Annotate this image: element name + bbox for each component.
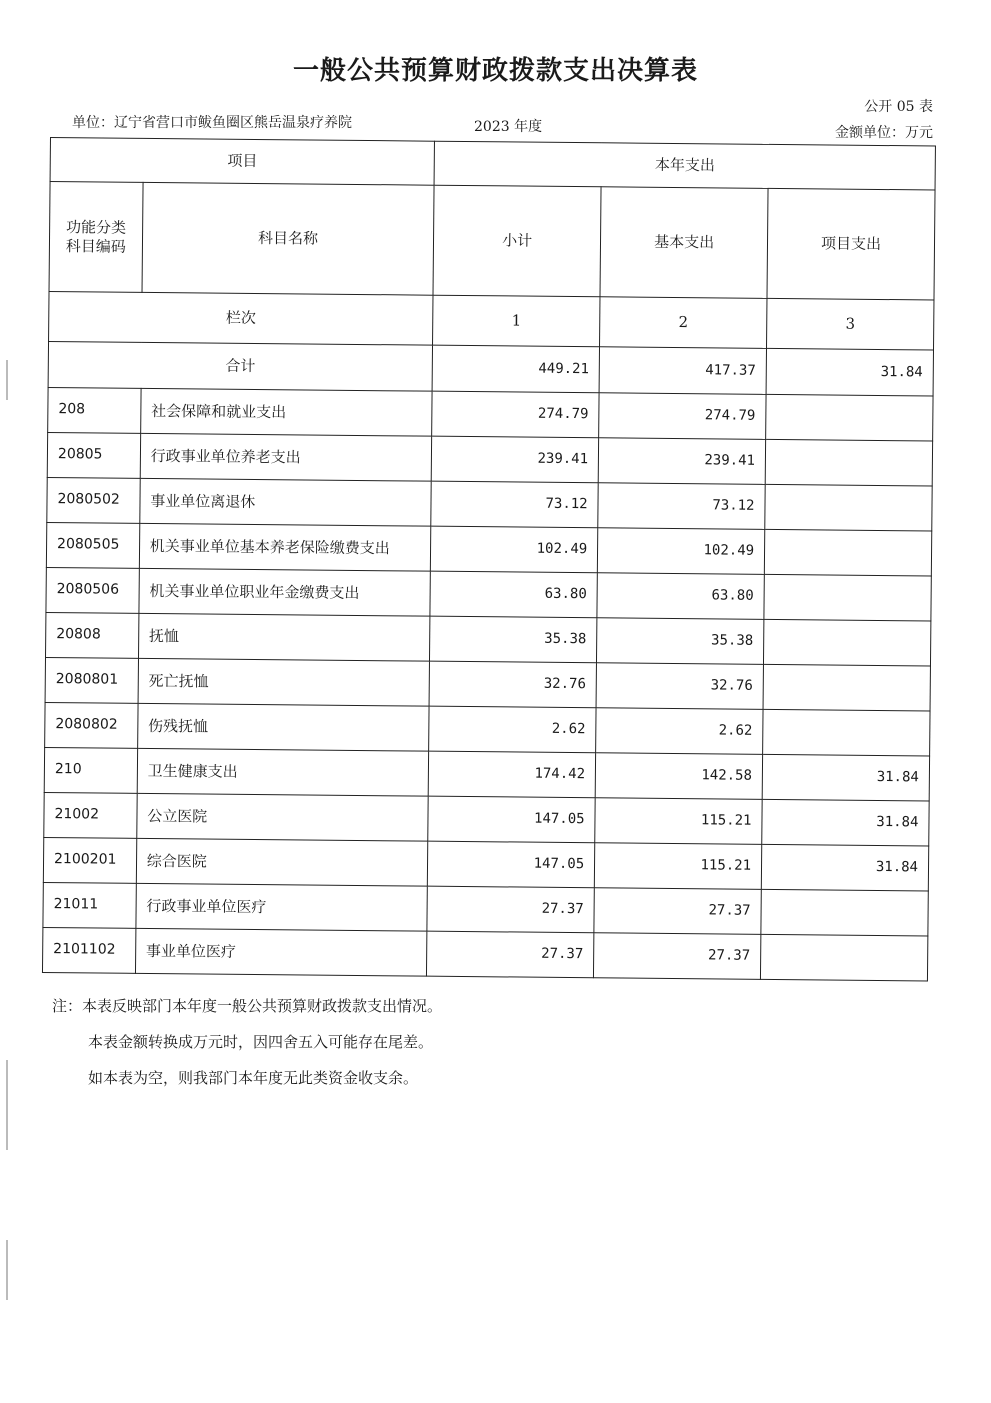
row-name: 伤残抚恤 (137, 703, 429, 751)
row-basic: 115.21 (595, 798, 762, 845)
row-subtotal: 239.41 (431, 436, 598, 483)
row-project (764, 574, 931, 621)
row-basic: 35.38 (597, 618, 764, 665)
row-code: 2100201 (43, 837, 136, 883)
row-code: 2080801 (45, 657, 138, 703)
row-code: 2080505 (46, 522, 139, 568)
row-index-label: 栏次 (49, 291, 434, 345)
row-subtotal: 174.42 (428, 751, 595, 798)
row-project (763, 709, 930, 756)
row-project: 31.84 (761, 844, 928, 891)
row-subtotal: 147.05 (428, 796, 595, 843)
row-project (761, 889, 928, 936)
row-basic: 27.37 (594, 888, 761, 935)
row-name: 公立医院 (137, 793, 429, 841)
form-number: 公开 05 表 (864, 99, 933, 115)
row-name: 综合医院 (136, 838, 428, 886)
row-project (765, 439, 932, 486)
expenditure-table (42, 137, 936, 981)
row-code: 2080506 (46, 567, 139, 613)
row-basic: 274.79 (599, 393, 766, 440)
col-index-3: 3 (767, 298, 934, 350)
row-name: 机关事业单位基本养老保险缴费支出 (139, 523, 431, 571)
row-subtotal: 274.79 (432, 391, 599, 438)
row-code: 21011 (43, 882, 136, 928)
currency-unit: 金额单位：万元 (835, 125, 933, 141)
current-year-header: 本年支出 (434, 141, 935, 190)
row-name: 卫生健康支出 (137, 748, 429, 796)
row-name: 行政事业单位医疗 (136, 883, 428, 931)
note-line: 注：本表反映部门本年度一般公共预算财政拨款支出情况。 (52, 997, 443, 1015)
fiscal-year: 2023 年度 (474, 119, 543, 135)
row-basic: 102.49 (597, 528, 764, 575)
item-header: 项目 (50, 138, 435, 186)
row-basic: 73.12 (598, 483, 765, 530)
name-header: 科目名称 (142, 182, 435, 295)
row-basic: 27.37 (594, 933, 761, 980)
row-code: 208 (48, 387, 141, 433)
row-project (760, 934, 927, 981)
note-line: 如本表为空，则我部门本年度无此类资金收支余。 (88, 1069, 419, 1087)
row-subtotal: 27.37 (427, 886, 594, 933)
row-project (766, 394, 933, 441)
row-name: 社会保障和就业支出 (140, 388, 432, 436)
row-code: 21002 (44, 792, 137, 838)
row-subtotal: 32.76 (429, 661, 596, 708)
code-header: 功能分类 科目编码 (49, 182, 143, 293)
row-subtotal: 102.49 (431, 526, 598, 573)
row-code: 20805 (47, 432, 140, 478)
page-title: 一般公共预算财政拨款支出决算表 (292, 56, 698, 86)
total-subtotal: 449.21 (432, 345, 599, 393)
row-subtotal: 63.80 (430, 571, 597, 618)
total-label: 合计 (48, 341, 433, 391)
row-subtotal: 27.37 (427, 931, 594, 978)
subtotal-header: 小计 (433, 185, 601, 297)
row-subtotal: 35.38 (430, 616, 597, 663)
col-index-1: 1 (433, 295, 600, 347)
table-row (42, 927, 927, 980)
row-name: 事业单位离退休 (140, 478, 432, 526)
basic-header: 基本支出 (600, 187, 768, 299)
col-index-2: 2 (600, 297, 767, 349)
row-subtotal: 2.62 (429, 706, 596, 753)
row-basic: 239.41 (598, 438, 765, 485)
unit-label: 单位：辽宁省营口市鲅鱼圈区熊岳温泉疗养院 (72, 115, 352, 131)
project-header: 项目支出 (767, 188, 935, 300)
note-line: 本表金额转换成万元时，因四舍五入可能存在尾差。 (88, 1033, 434, 1051)
row-project: 31.84 (762, 754, 929, 801)
notes (52, 988, 442, 1096)
scan-edge-mark (6, 1060, 8, 1150)
row-project (765, 484, 932, 531)
row-name: 机关事业单位职业年金缴费支出 (139, 568, 431, 616)
row-basic: 142.58 (595, 753, 762, 800)
row-subtotal: 147.05 (428, 841, 595, 888)
header-row-columns (49, 182, 935, 300)
row-basic: 2.62 (596, 708, 763, 755)
total-basic: 417.37 (599, 347, 766, 395)
row-name: 行政事业单位养老支出 (140, 433, 432, 481)
row-project (763, 664, 930, 711)
scan-edge-mark (6, 360, 8, 400)
row-name: 死亡抚恤 (138, 658, 430, 706)
scan-edge-mark (6, 1240, 8, 1300)
row-basic: 32.76 (596, 663, 763, 710)
row-code: 2080802 (45, 702, 138, 748)
row-name: 事业单位医疗 (135, 928, 427, 976)
row-code: 210 (44, 747, 137, 793)
column-index-row (49, 291, 934, 349)
row-basic: 115.21 (594, 843, 761, 890)
row-project (764, 529, 931, 576)
row-project: 31.84 (762, 799, 929, 846)
row-code: 2101102 (42, 927, 135, 973)
row-basic: 63.80 (597, 573, 764, 620)
row-name: 抚恤 (138, 613, 430, 661)
row-code: 2080502 (47, 477, 140, 523)
row-project (764, 619, 931, 666)
total-project: 31.84 (766, 348, 933, 396)
row-subtotal: 73.12 (431, 481, 598, 528)
row-code: 20808 (46, 612, 139, 658)
